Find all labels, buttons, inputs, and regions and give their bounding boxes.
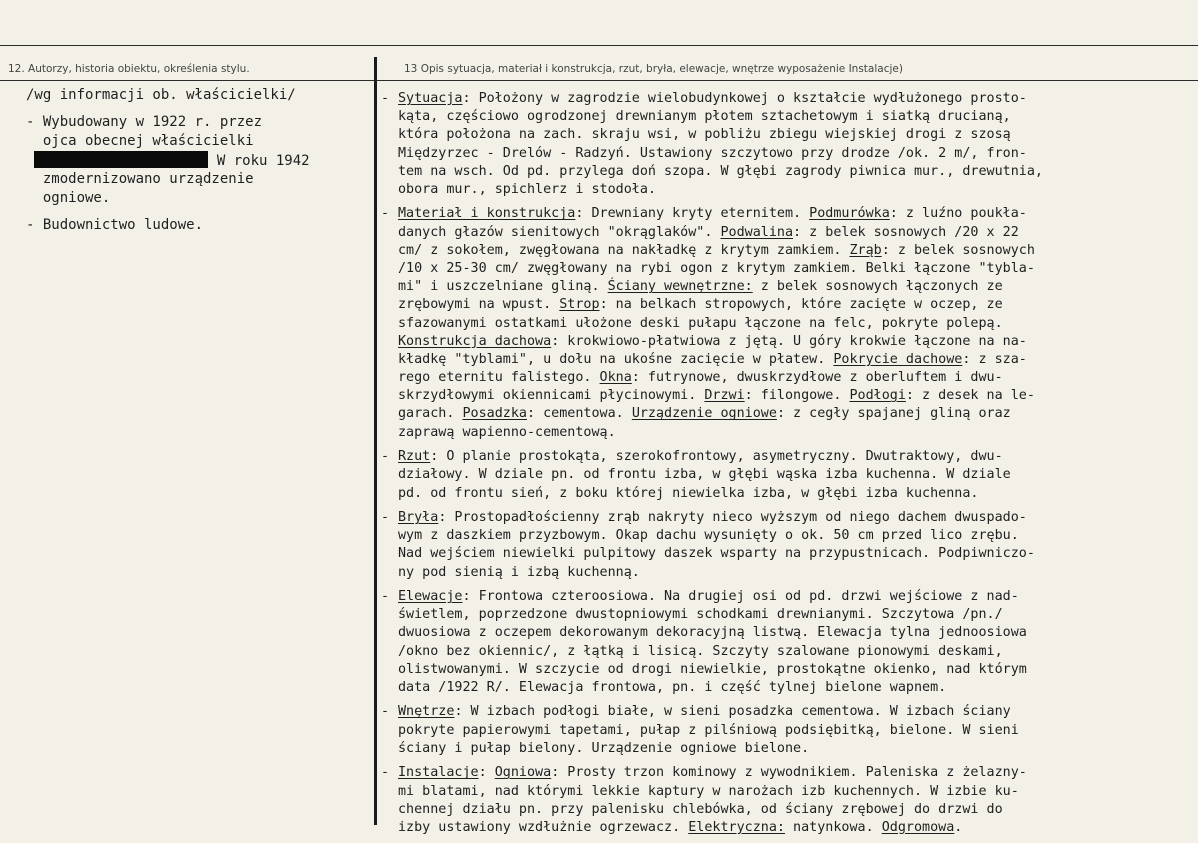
label-bryla: Bryła: [398, 510, 439, 526]
left-item-style: - Budownictwo ludowe.: [26, 217, 204, 233]
label-elewacje: Elewacje: [398, 589, 463, 605]
header-rule-left: [0, 80, 374, 81]
label-podlogi: Podłogi: [849, 388, 906, 404]
header-left: 12. Autorzy, historia obiektu, określenia stylu.: [8, 63, 250, 75]
source-note: /wg informacji ob. właścicielki/: [26, 87, 296, 103]
label-podmurowka: Podmurówka: [809, 206, 890, 222]
section-sytuacja: - Sytuacja: Położony w zagrodzie wielobudynkowej o kształcie wydłużonego prosto- kąta, częściowo ogrodzonej drewnianym płotem sztachetowym i siatką drucianą, która położona na zach. skraju wsi, w pobliżu zbiegu wiejskiej drogi z szosą Międzyrzec - Drelów - Radzyń. Ustawiony szczytowo przy drodze /ok. 2 m/, fron- tem na wsch. Od pd. przylega doń szopa. W głębi zagrody piwnica mur., drewutnia, obora mur., spichlerz i stodoła.: [381, 91, 1043, 197]
label-drzwi: Drzwi: [704, 388, 745, 404]
label-instalacje: Instalacje: [398, 765, 479, 781]
right-column: [376, 90, 1192, 843]
section-material: - Materiał i konstrukcja: Drewniany kryty eternitem. Podmurówka: z luźno poukła- danych głazów sienitowych "okrąglaków". Podwalina: z belek sosnowych /20 x 22 cm/ z sokołem, zwęgłowana na nakładkę z krytym zamkiem. Zrąb: z belek sosnowych /10 x 25-30 cm/ zwęgłowany na rybi ogon z krytym zamkiem. Belki łączone "tybla- mi" i uszczelniane gliną. Ściany wewnętrzne: z belek sosnowych łączonych ze zrębowymi na wpust. Strop: na belkach stropowych, które zacięte w oczep, ze sfazowanymi ostatkami ułożone deski pułapu łączone na felc, pokryte polepą. Konstrukcja dachowa: krokwiowo-płatwiowa z jętą. U góry krokwie łączone na na- kładkę "tyblami", u dołu na ukośne zacięcie w płatew. Pokrycie dachowe: z sza- rego eternitu falistego. Okna: futrynowe, dwuskrzydłowe z oberluftem i dwu- skrzydłowymi okiennicami płycinowymi. Drzwi: filongowe. Podłogi: z desek na le- garach. Posadzka: cementowa. Urządzenie ogniowe: z cegły spajanej gliną oraz zaprawą wapienno-cementową.: [381, 206, 1035, 440]
label-strop: Strop: [559, 297, 600, 313]
top-rule: [0, 45, 1198, 46]
section-bryla: - Bryła: Prostopadłościenny zrąb nakryty nieco wyższym od niego dachem dwuspado- wym z daszkiem przyzbowym. Okap dachu wysunięty o ok. 50 cm przed lico zrębu. Nad wejściem niewielki pulpitowy daszek wsparty na przypustnicach. Podpiwniczo- ny pod sienią i izbą kuchenną.: [381, 510, 1035, 580]
label-urzadzenie: Urządzenie ogniowe: [631, 406, 777, 422]
label-konstrukcja-dachowa: Konstrukcja dachowa: [398, 333, 552, 349]
section-rzut: - Rzut: O planie prostokąta, szerokofrontowy, asymetryczny. Dwutraktowy, dwu- działowy. W dziale pn. od frontu izba, w głębi wąska izba kuchenna. W dziale pd. od frontu sień, z boku której niewielka izba, w głębi izba kuchenna.: [381, 449, 1011, 501]
label-zrab: Zrąb: [849, 242, 882, 258]
label-sciany: Ściany wewnętrzne:: [607, 279, 753, 295]
left-item-history: - Wybudowany w 1922 r. przez ojca obecnej właścicielki W roku 1942 zmodernizowano urządzenie ogniowe.: [26, 114, 310, 206]
label-wnetrze: Wnętrze: [398, 704, 455, 720]
section-instalacje: - Instalacje: Ogniowa: Prosty trzon kominowy z wywodnikiem. Paleniska z żelazny- mi blatami, nad którymi lekkie kaptury w narożach izb kuchennych. W izbie ku- chennej działu pn. przy palenisku chlebówka, od ściany zrębowej do drzwi do izby ustawiony wzdłużnie ogrzewacz. Elektryczna: natynkowa. Odgromowa.: [381, 765, 1027, 835]
label-sytuacja: Sytuacja: [398, 91, 463, 106]
label-odgromowa: Odgromowa: [881, 819, 955, 835]
header-right: 13 Opis sytuacja, materiał i konstrukcja, rzut, bryła, elewacje, wnętrze wyposażenie Instalacje): [404, 63, 903, 75]
label-okna: Okna: [599, 370, 632, 386]
label-material: Materiał i konstrukcja: [398, 206, 576, 222]
section-wnetrze: - Wnętrze: W izbach podłogi białe, w sieni posadzka cementowa. W izbach ściany pokryte papierowymi tapetami, pułap z pilśniową podsiębitką, bielone. W sieni ściany i pułap bielony. Urządzenie ogniowe bielone.: [381, 704, 1019, 756]
label-elektryczna: Elektryczna:: [688, 819, 785, 835]
label-rzut: Rzut: [398, 449, 431, 465]
left-column: [26, 86, 366, 235]
label-pokrycie: Pokrycie dachowe: [833, 351, 963, 367]
label-ogniowa: Ogniowa: [494, 765, 552, 781]
header-rule-right: [377, 80, 1198, 81]
label-posadzka: Posadzka: [462, 406, 527, 422]
redaction-bar: [34, 151, 208, 168]
label-podwalina: Podwalina: [720, 224, 794, 240]
section-elewacje: - Elewacje: Frontowa czteroosiowa. Na drugiej osi od pd. drzwi wejściowe z nad- świetlem, poprzedzone dwustopniowymi schodkami drewnianymi. Szczytowa /pn./ dwuosiowa z oczepem dekorowanym dekoracyjną listwą. Elewacja tylna jednoosiowa /okno bez okiennic/, z łątką i lisicą. Szczyty szalowane pionowymi deskami, olistwowanymi. W szczycie od drogi niewielkie, prostokątne okienko, nad którym data /1922 R/. Elewacja frontowa, pn. i część tylnej bielone wapnem.: [381, 589, 1027, 695]
